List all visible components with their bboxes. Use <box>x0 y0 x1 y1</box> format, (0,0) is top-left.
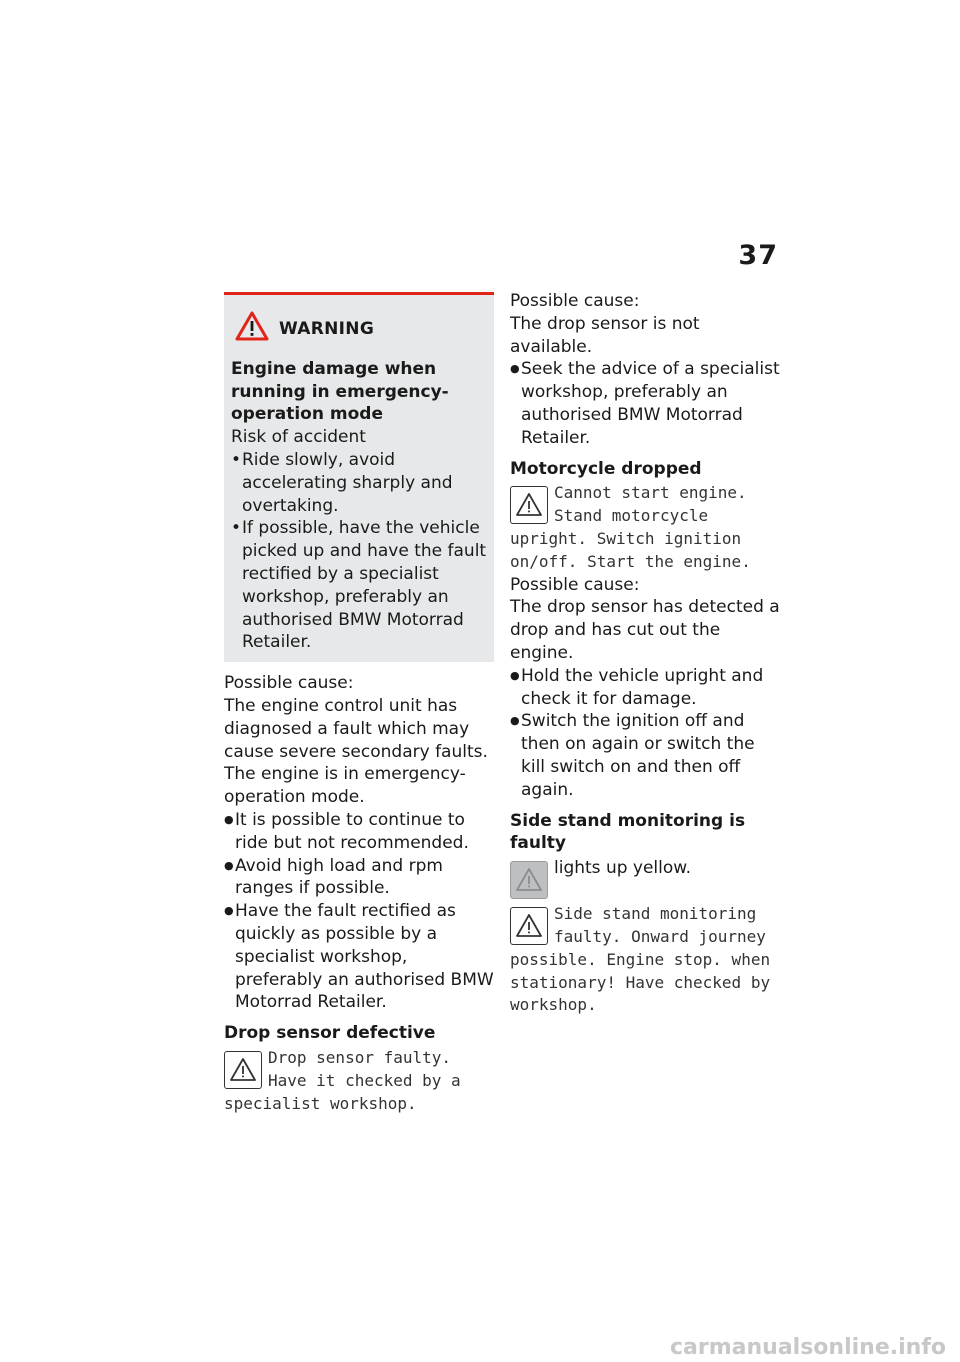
drop-sensor-list <box>510 358 782 449</box>
warning-heading: Engine damage when running in emergency-operation mode <box>231 358 449 425</box>
section-heading-drop-sensor: Drop sensor defective <box>224 1023 436 1044</box>
cause-label: Possible cause: <box>510 574 640 595</box>
display-message: Drop sensor faulty. Have it checked by a specialist workshop. <box>224 1047 461 1113</box>
emergency-list <box>224 809 494 1014</box>
list-item: • If possible, have the vehicle picked up and have the fault rectified by a specialist workshop, preferably an authorised BMW Motorrad Retailer. <box>231 517 488 654</box>
list-item: ● Avoid high load and rpm ranges if possible. <box>224 855 494 901</box>
warning-risk: Risk of accident <box>231 427 366 448</box>
display-message: Side stand monitoring faulty. Onward journey possible. Engine stop. when stationary! Have checked by workshop. <box>510 904 771 1015</box>
warning-header <box>231 311 488 348</box>
warning-triangle-icon <box>235 311 269 348</box>
list-item: ● Hold the vehicle upright and check it for damage. <box>510 665 782 711</box>
indicator-text: lights up yellow. <box>554 858 692 879</box>
left-column <box>224 292 494 1115</box>
list-item: ● Have the fault rectified as quickly as possible by a specialist workshop, preferably an authorised BMW Motorrad Retailer. <box>224 900 494 1014</box>
list-item: ● Seek the advice of a specialist workshop, preferably an authorised BMW Motorrad Retailer. <box>510 358 782 449</box>
warning-light-icon <box>510 486 548 524</box>
list-item: ● It is possible to continue to ride but not recommended. <box>224 809 494 855</box>
cause-text: The engine control unit has diagnosed a fault which may cause severe secondary faults. The engine is in emergency-operation mode. <box>224 695 488 808</box>
side-stand-indicator-block <box>510 857 782 901</box>
cause-text: The drop sensor is not available. <box>510 313 700 357</box>
warning-light-icon <box>510 907 548 945</box>
warning-title: WARNING <box>279 319 375 339</box>
list-item: ● Switch the ignition off and then on again or switch the kill switch on and then off again. <box>510 710 782 801</box>
drop-sensor-message-block <box>224 1047 494 1115</box>
warning-list <box>231 449 488 654</box>
section-heading-dropped: Motorcycle dropped <box>510 458 702 479</box>
dropped-message-block <box>510 482 782 573</box>
cause-text: The drop sensor has detected a drop and has cut out the engine. <box>510 597 780 663</box>
side-stand-message-block <box>510 903 782 1017</box>
display-message: Cannot start engine. Stand motorcycle upright. Switch ignition on/off. Start the engine. <box>510 483 751 571</box>
right-column <box>510 290 782 1017</box>
section-heading-side-stand: Side stand monitoring is faulty <box>510 810 746 854</box>
dropped-list <box>510 665 782 802</box>
warning-box <box>224 292 494 662</box>
cause-label: Possible cause: <box>224 673 354 694</box>
warning-light-icon <box>224 1051 262 1089</box>
watermark: carmanualsonline.info <box>670 1335 946 1360</box>
page-number: 37 <box>738 240 778 271</box>
general-warning-light-icon <box>510 861 548 899</box>
list-item: • Ride slowly, avoid accelerating sharply and overtaking. <box>231 449 488 517</box>
cause-label: Possible cause: <box>510 291 640 311</box>
